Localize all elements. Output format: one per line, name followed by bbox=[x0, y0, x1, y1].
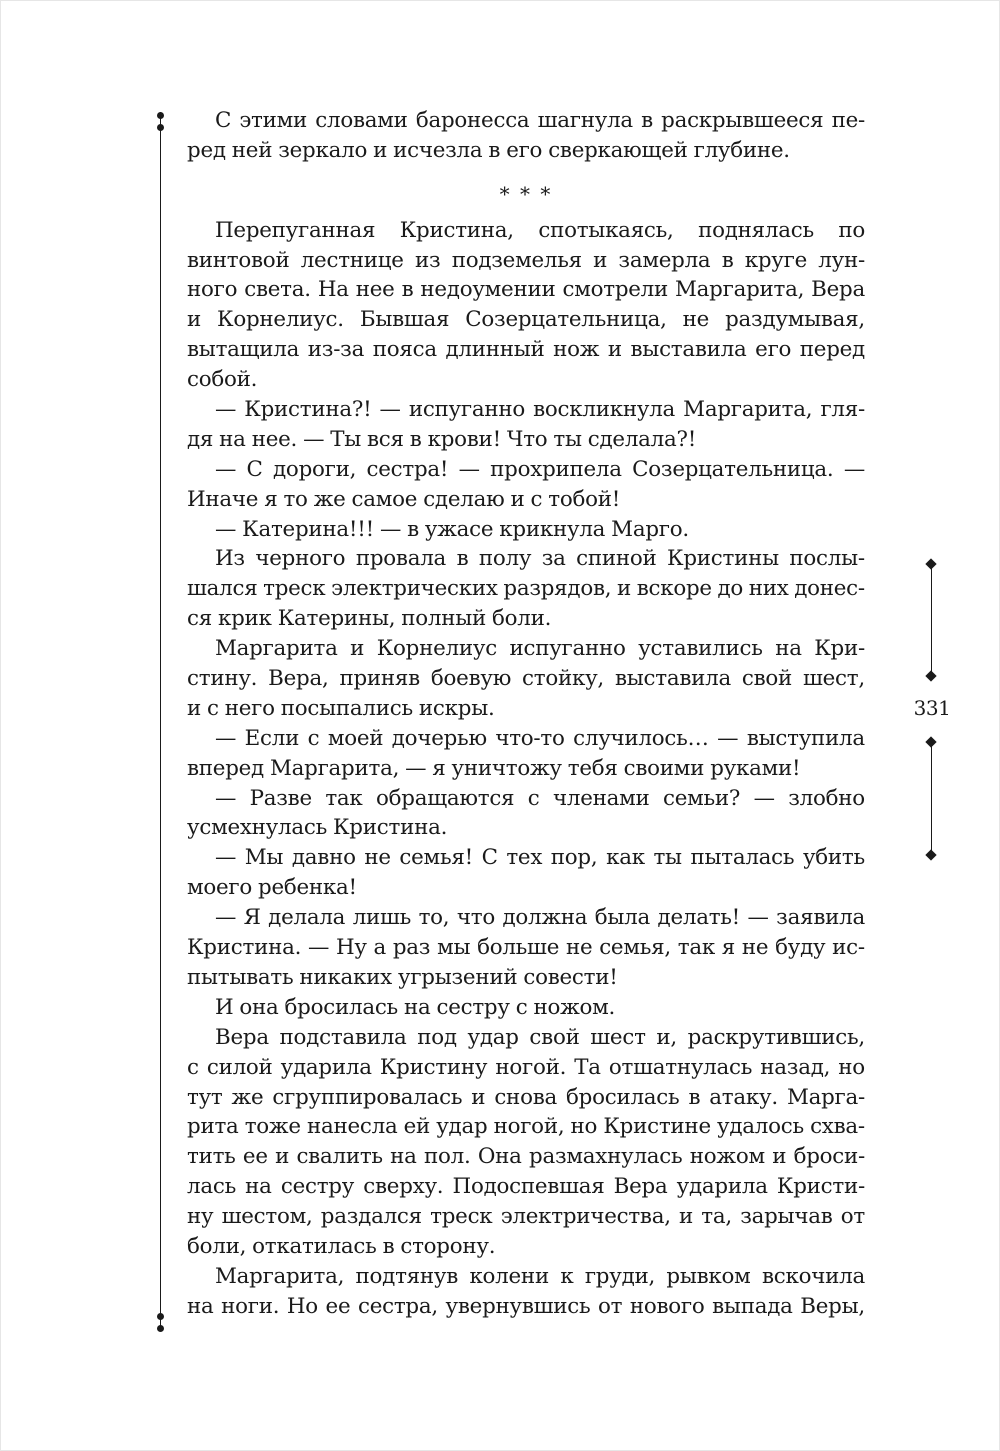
left-rule-top-dot-icon bbox=[157, 124, 164, 131]
left-rule-bottom-dot-icon bbox=[157, 1325, 164, 1332]
page-number: 331 bbox=[913, 696, 951, 720]
right-margin-rule-lower bbox=[931, 743, 932, 855]
text-line: и с него посыпались искры. bbox=[187, 695, 495, 721]
paragraph bbox=[187, 455, 865, 515]
paragraph bbox=[187, 993, 865, 1023]
text-line: С этими словами баронесса шагнула в раскрывшееся пе- bbox=[215, 108, 865, 133]
text-line: и Корнелиус. Бывшая Созерцательница, не раздумывая, bbox=[187, 307, 865, 333]
paragraph bbox=[187, 544, 865, 634]
text-line: — Катерина!!! — в ужасе крикнула Марго. bbox=[215, 516, 689, 542]
text-line: с силой ударила Кристину ногой. Та отшатнулась назад, но bbox=[187, 1054, 865, 1080]
text-line: стину. Вера, приняв боевую стойку, выставила свой шест, bbox=[187, 666, 865, 692]
paragraph bbox=[187, 724, 865, 784]
text-line: ся крик Катерины, полный боли. bbox=[187, 606, 552, 632]
text-line: Вера подставила под удар свой шест и, раскрутившись, bbox=[215, 1024, 865, 1050]
diamond-ornament-icon bbox=[925, 736, 936, 747]
text-line: — Кристина?! — испуганно воскликнула Маргарита, гля- bbox=[215, 397, 865, 423]
text-line: — Мы давно не семья! С тех пор, как ты пыталась убить bbox=[215, 845, 865, 871]
text-line: шался треск электрических разрядов, и вскоре до них донес- bbox=[187, 576, 865, 602]
text-line: Иначе я то же самое сделаю и с тобой! bbox=[187, 486, 621, 512]
text-line: Маргарита и Корнелиус испуганно уставились на Кри- bbox=[215, 636, 865, 662]
text-line: Из черного провала в полу за спиной Кристины послы- bbox=[215, 546, 865, 572]
text-line: Перепуганная Кристина, спотыкаясь, поднялась по bbox=[215, 217, 865, 243]
paragraph bbox=[187, 784, 865, 844]
section-break: * * * bbox=[499, 181, 553, 206]
left-rule-bottom-dot-icon bbox=[157, 1313, 164, 1320]
paragraph bbox=[187, 216, 865, 395]
text-line: тить ее и свалить на пол. Она размахнулась ножом и броси- bbox=[187, 1144, 865, 1170]
text-line: — Я делала лишь то, что должна была делать! — заявила bbox=[215, 905, 865, 931]
text-line: вытащила из-за пояса длинный нож и выставила его перед bbox=[187, 337, 865, 363]
text-line: Маргарита, подтянув колени к груди, рывком вскочила bbox=[215, 1263, 865, 1289]
text-line: — Разве так обращаются с членами семьи? — злобно bbox=[215, 785, 865, 811]
text-line: собой. bbox=[187, 367, 258, 393]
text-line: боли, откатилась в сторону. bbox=[187, 1233, 496, 1259]
text-line: рита тоже нанесла ей удар ногой, но Кристине удалось схва- bbox=[187, 1114, 865, 1140]
paragraph bbox=[187, 1023, 865, 1262]
text-line: вперед Маргарита, — я уничтожу тебя своими руками! bbox=[187, 755, 801, 781]
text-line: винтовой лестнице из подземелья и замерла в круге лун- bbox=[187, 247, 865, 273]
text-line: ну шестом, раздался треск электричества, и та, зарычав от bbox=[187, 1204, 865, 1230]
paragraph bbox=[187, 903, 865, 993]
text-line: И она бросилась на сестру с ножом. bbox=[215, 994, 616, 1020]
text-line: — Если с моей дочерью что-то случилось… — выступила bbox=[215, 725, 865, 751]
paragraph bbox=[187, 1262, 865, 1322]
text-line: пытывать никаких угрызений совести! bbox=[187, 964, 618, 990]
text-line: — С дороги, сестра! — прохрипела Созерцательница. — bbox=[215, 456, 865, 482]
text-line: ред ней зеркало и исчезла в его сверкающей глубине. bbox=[187, 137, 790, 163]
text-line: дя на нее. — Ты вся в крови! Что ты сделала?! bbox=[187, 426, 697, 452]
text-line: ного света. На нее в недоумении смотрели Маргарита, Вера bbox=[187, 277, 865, 303]
text-line: тут же сгруппировалась и снова бросилась в атаку. Марга- bbox=[187, 1084, 865, 1110]
text-line: моего ребенка! bbox=[187, 875, 357, 901]
text-line: усмехнулась Кристина. bbox=[187, 815, 448, 841]
paragraph bbox=[187, 843, 865, 903]
text-line: лась на сестру сверху. Подоспевшая Вера ударила Кристи- bbox=[187, 1174, 865, 1200]
paragraph bbox=[187, 515, 865, 545]
text-line: на ноги. Но ее сестра, увернувшись от нового выпада Веры, bbox=[187, 1293, 865, 1319]
body-text bbox=[187, 106, 865, 1322]
right-margin-rule-upper bbox=[931, 565, 932, 677]
left-margin-rule bbox=[160, 112, 161, 1330]
diamond-ornament-icon bbox=[925, 670, 936, 681]
paragraph bbox=[187, 395, 865, 455]
text-line: Кристина. — Ну а раз мы больше не семья, так я не буду ис- bbox=[187, 935, 865, 961]
paragraph bbox=[187, 634, 865, 724]
diamond-ornament-icon bbox=[925, 558, 936, 569]
left-rule-top-dot-icon bbox=[157, 112, 164, 119]
diamond-ornament-icon bbox=[925, 849, 936, 860]
paragraph bbox=[187, 106, 865, 166]
